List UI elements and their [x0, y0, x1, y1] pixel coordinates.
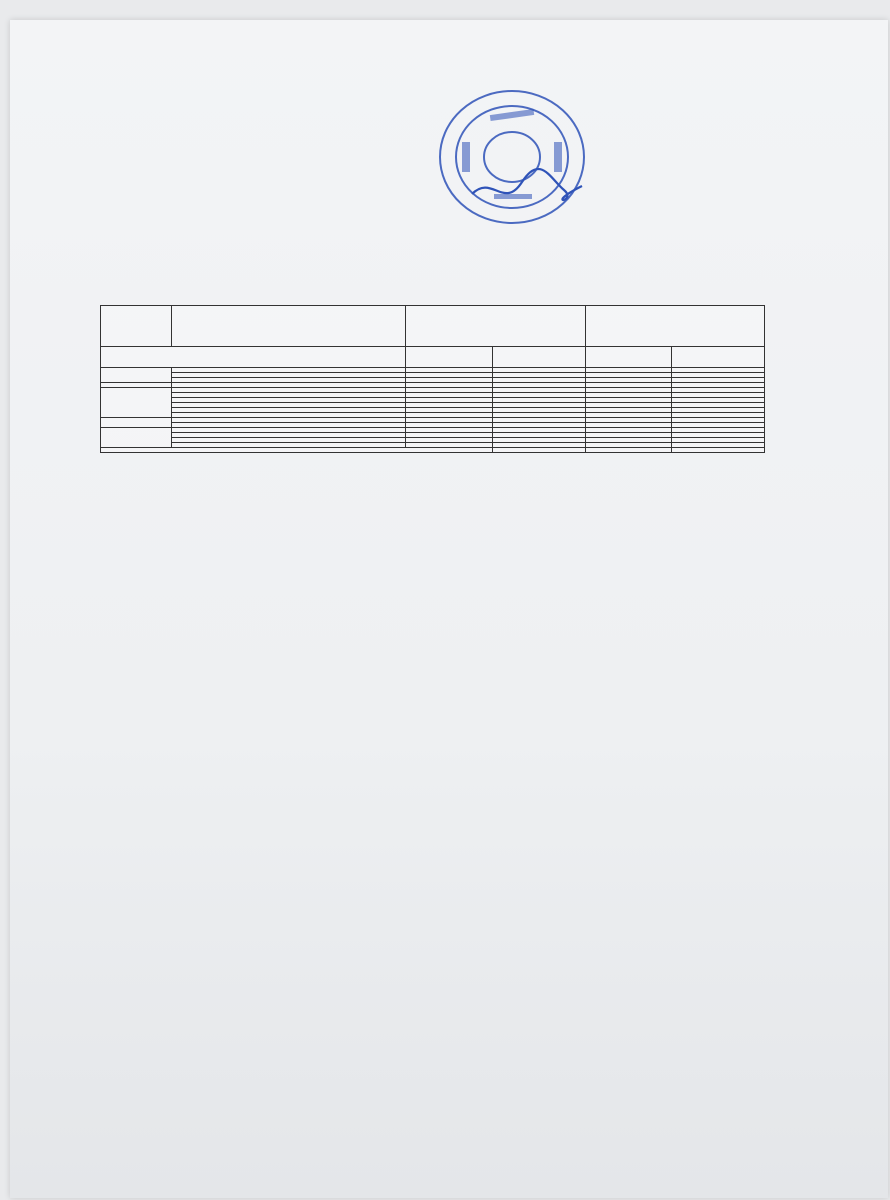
total-label	[101, 448, 493, 453]
meal-breakfast	[101, 368, 172, 383]
sub-gram-nursery	[406, 347, 493, 368]
menu-table	[100, 305, 765, 453]
col-meal-header	[101, 306, 172, 347]
sub-gram-garden	[585, 347, 672, 368]
col-garden-header	[585, 306, 764, 347]
menu-number	[101, 347, 406, 368]
total-garden	[672, 448, 765, 453]
col-dish-header	[171, 306, 405, 347]
round-stamp	[432, 82, 592, 232]
total-spacer	[585, 448, 672, 453]
sub-kcal-garden	[672, 347, 765, 368]
meal-snack	[101, 418, 172, 428]
meal-dinner	[101, 428, 172, 448]
sub-kcal-nursery	[492, 347, 585, 368]
meal-lunch	[101, 388, 172, 418]
total-nursery	[492, 448, 585, 453]
col-nursery-header	[406, 306, 585, 347]
